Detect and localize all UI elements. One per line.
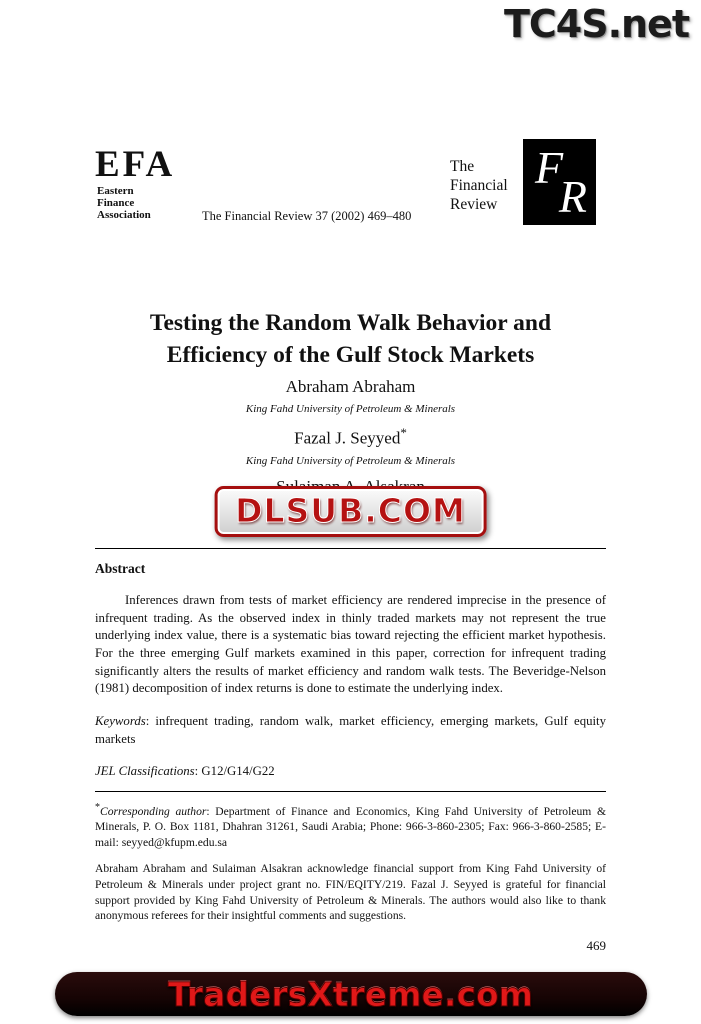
jel-text: : G12/G14/G22 [194,764,275,779]
keywords-text: : infrequent trading, random walk, market efficiency, emerging markets, Gulf equity markets [95,713,606,746]
watermark-bottom-text: TradersXtreme.com [167,974,534,1014]
author-affiliation-1: King Fahd University of Petroleum & Minerals [245,403,456,415]
paper-title-line-1: Testing the Random Walk Behavior and [149,310,552,336]
acknowledgement-footnote: Abraham Abraham and Sulaiman Alsakran acknowledge financial support from King Fahd University of Petroleum & Minerals under project grant no. FIN/EQITY/219. Fazal J. Seyyed is grateful for financial support provided by King Fahd University of Petroleum & Minerals. The authors would also like to thank anonymous referees for their insightful comments and suggestions. [95,862,606,923]
efa-association-lines [97,185,175,221]
corresponding-author-footnote [95,801,606,850]
author-name-1: Abraham Abraham [285,377,416,396]
efa-line-eastern: Eastern [97,185,134,197]
footnote-divider-rule [95,791,606,792]
journal-citation: The Financial Review 37 (2002) 469–480 [202,209,412,223]
abstract-divider-rule [95,548,606,549]
abstract-section [95,561,606,781]
fr-logo-letter-r: R [558,171,587,222]
journal-name-line-1: The [450,158,475,175]
fr-logo-box [523,139,596,225]
jel-line [95,763,606,781]
journal-name-line-3: Review [450,195,498,213]
abstract-heading: Abstract [95,561,146,576]
paper-title-line-2: Efficiency of the Gulf Stock Markets [166,341,535,368]
efa-logo-block [95,146,175,221]
efa-logo-text: EFA [95,144,176,185]
fr-logo-letter-f: F [535,142,564,193]
corresponding-author-label: Corresponding author [100,804,207,818]
footnote-asterisk: * [95,802,100,813]
footnotes-block [95,801,606,924]
authors-block [0,377,701,497]
watermark-stamp-text: DLSUB.COM [235,491,466,530]
journal-name-block [450,158,508,215]
watermark-stamp [214,486,487,537]
keywords-line [95,713,606,748]
efa-line-finance: Finance [97,197,135,210]
corresponding-author-details: : Department of Finance and Economics, King Fahd University of Petroleum & Minerals, P. O. Box 1181, Dhahran 31261, Saudi Arabia; Phone: 966-3-860-2305; Fax: 966-3-860-2585; E-mail: seyyed@kfupm.edu.sa [95,804,606,849]
corresponding-author-asterisk: * [400,425,407,440]
author-name-2: Fazal J. Seyyed* [294,425,407,448]
abstract-body: Inferences drawn from tests of market efficiency are rendered imprecise in the presence of infrequent trading. As the observed index in thinly traded markets may not represent the true underlying index value, there is a systematic bias toward rejecting the efficient market hypothesis. For the three emerging Gulf markets examined in this paper, correction for infrequent trading significantly alters the results of market efficiency and random walk tests. The Beveridge-Nelson (1981) decomposition of index returns is done to estimate the underlying index. [95,593,606,696]
jel-label: JEL Classifications [95,764,195,779]
paper-title [0,308,701,371]
journal-name-line-2: Financial [450,176,508,194]
watermark-top: TC4S.net [503,2,689,46]
efa-line-association: Association [97,209,151,222]
page-number: 469 [586,938,606,953]
author-affiliation-2: King Fahd University of Petroleum & Minerals [245,454,456,467]
watermark-bottom-banner [55,972,647,1016]
keywords-label: Keywords [95,713,146,728]
